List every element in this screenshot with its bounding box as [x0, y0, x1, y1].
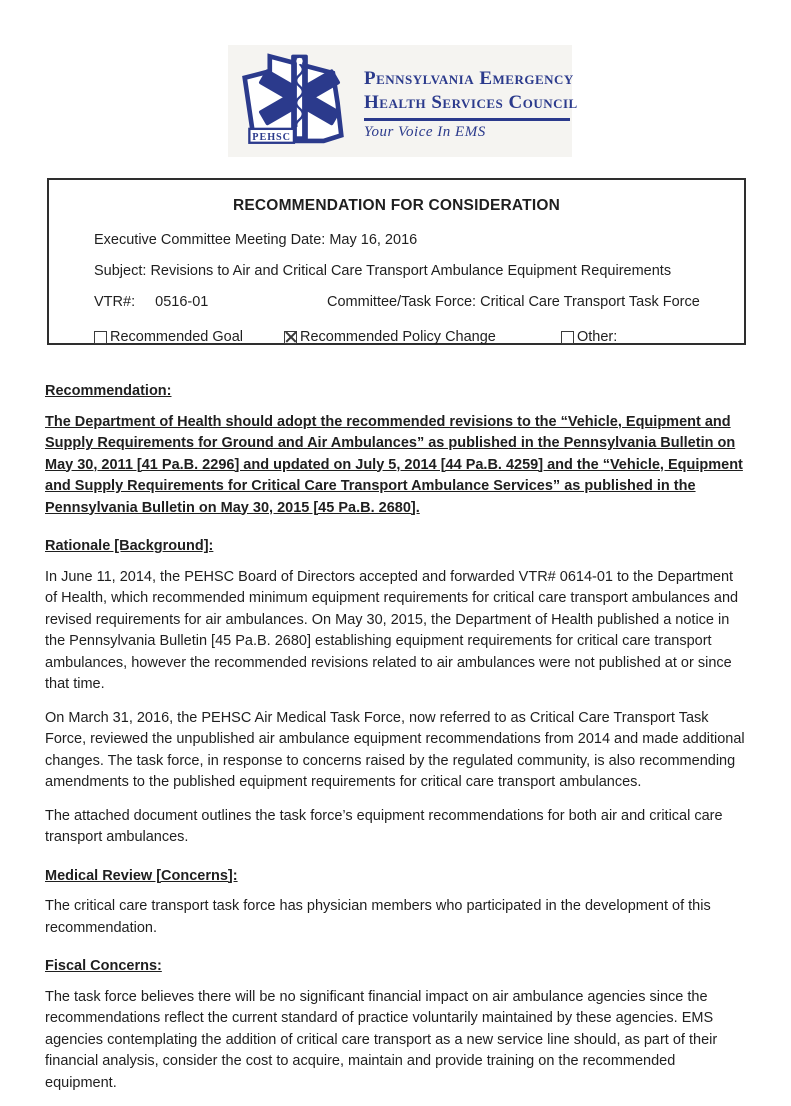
- checkbox-other[interactable]: [561, 329, 617, 345]
- svg-text:PEHSC: PEHSC: [252, 132, 291, 143]
- checkbox-recommended-policy-change[interactable]: [284, 329, 561, 345]
- subject-value: Revisions to Air and Critical Care Transport Ambulance Equipment Requirements: [150, 263, 672, 279]
- checkbox-label: Recommended Policy Change: [300, 329, 496, 345]
- recommendation-form-box: [47, 178, 746, 345]
- vtr-label: VTR#:: [94, 294, 136, 310]
- recommendation-heading: Recommendation:: [45, 383, 172, 399]
- committee-value: Critical Care Transport Task Force: [480, 294, 700, 310]
- vtr-committee-row: [94, 293, 726, 311]
- subject-row: [94, 262, 726, 280]
- rationale-heading: Rationale [Background]:: [45, 538, 214, 554]
- checkbox-recommended-goal[interactable]: [94, 329, 284, 345]
- logo-tagline: Your Voice In EMS: [364, 124, 486, 140]
- logo-divider: [364, 118, 570, 121]
- vtr-value: 0516-01: [155, 294, 209, 310]
- checkbox-checked-icon[interactable]: [284, 331, 297, 344]
- recommendation-text: The Department of Health should adopt the recommended revisions to the “Vehicle, Equipment and Supply Requirements for Ground and Air Ambulances” as published in the Pennsylvania Bulletin on May 30, 2011 [41 Pa.B. 2296] and updated on July 5, 2014 [44 Pa.B. 4259] and the “Vehicle, Equipment and Supply Requirements for Critical Care Transport Ambulance Services” as published in the Pennsylvania Bulletin on May 30, 2015 [45 Pa.B. 2680].: [45, 413, 743, 516]
- rationale-paragraph-1: In June 11, 2014, the PEHSC Board of Directors accepted and forwarded VTR# 0614-01 to the Department of Health, which recommended minimum equipment requirements for critical care transport ambulances and revised requirements for air ambulances. On May 30, 2015, the Department of Health published a notice in the Pennsylvania Bulletin [45 Pa.B. 2680] establishing equipment requirements for critical care transport ambulances, however the recommended revisions related to air ambulances were not published at or since that time.: [45, 568, 739, 692]
- checkbox-icon[interactable]: [561, 331, 574, 344]
- logo-text-block: [364, 61, 578, 141]
- star-of-life-keystone-icon: [232, 49, 354, 153]
- vtr-group: [94, 293, 327, 311]
- org-name-line1: Pennsylvania Emergency: [364, 68, 574, 89]
- checkbox-row: [94, 329, 726, 345]
- checkbox-label: Other:: [577, 329, 618, 345]
- document-body: [45, 381, 748, 1106]
- meeting-date-value: May 16, 2016: [329, 232, 418, 248]
- rationale-paragraph-3: The attached document outlines the task force’s equipment recommendations for both air and critical care transport ambulances.: [45, 807, 723, 845]
- committee-label: Committee/Task Force:: [327, 294, 477, 310]
- fiscal-concerns-paragraph: The task force believes there will be no significant financial impact on air ambulance agencies since the recommendations reflect the current standard of practice voluntarily maintained by these agencies. EMS agencies contemplating the addition of critical care transport as a new service line should, as part of their financial analysis, consider the cost to acquire, maintain and provide training on the recommended equipment.: [45, 988, 718, 1091]
- org-name-line2: Health Services Council: [364, 92, 578, 113]
- committee-group: [327, 293, 700, 311]
- medical-review-heading: Medical Review [Concerns]:: [45, 867, 238, 884]
- meeting-date-row: [94, 231, 726, 249]
- pehsc-logo: [228, 45, 578, 157]
- subject-label: Subject:: [94, 263, 147, 279]
- checkbox-icon[interactable]: [94, 331, 107, 344]
- medical-review-paragraph: The critical care transport task force has physician members who participated in the development of this recommendation.: [45, 898, 711, 936]
- rationale-paragraph-2: On March 31, 2016, the PEHSC Air Medical Task Force, now referred to as Critical Care Transport Task Force, reviewed the unpublished air ambulance equipment recommendations from 2014 and made additional changes. The task force, in response to concerns raised by the regulated community, is also recommending amendments to the published equipment requirements for critical care transport ambulances.: [45, 709, 745, 790]
- form-title: RECOMMENDATION FOR CONSIDERATION: [232, 197, 560, 214]
- fiscal-concerns-heading: Fiscal Concerns:: [45, 958, 162, 974]
- meeting-date-label: Executive Committee Meeting Date:: [94, 232, 326, 248]
- checkbox-label: Recommended Goal: [110, 329, 243, 345]
